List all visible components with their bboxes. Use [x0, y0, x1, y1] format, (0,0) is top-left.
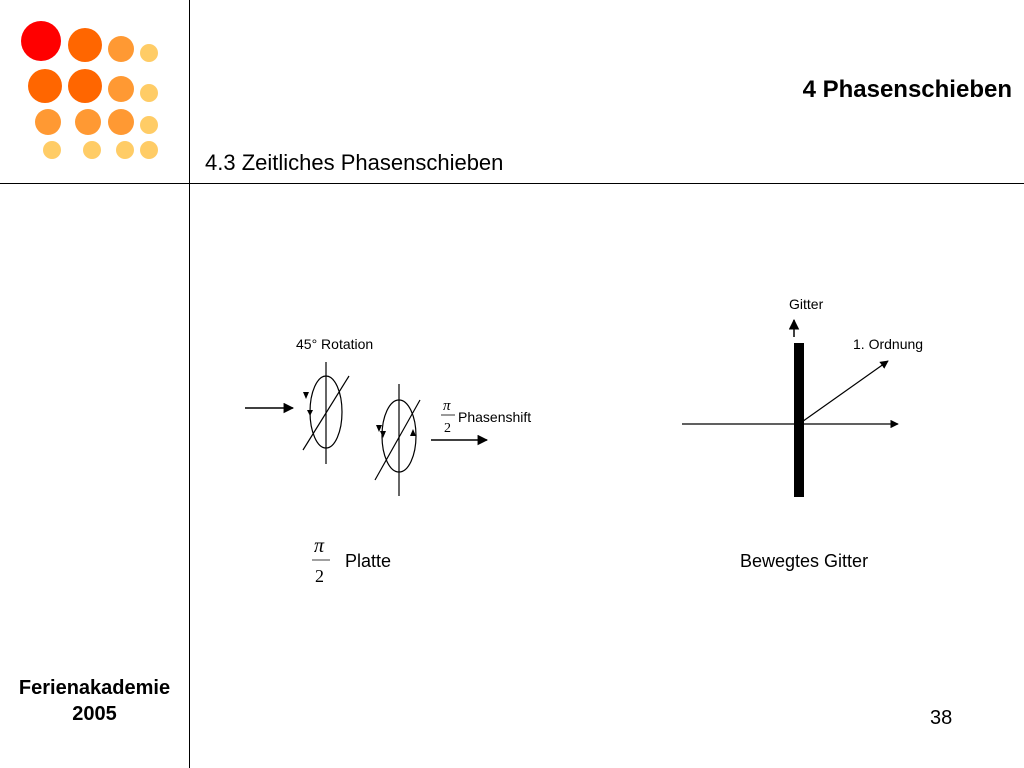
- grating-label: Gitter: [789, 296, 824, 312]
- first-order-label: 1. Ordnung: [853, 336, 924, 352]
- rotation-label: 45° Rotation: [296, 336, 374, 352]
- input-polarization: [303, 362, 349, 464]
- grating-bar: [794, 343, 804, 497]
- phaseshift-label: Phasenshift: [458, 409, 532, 425]
- first-order-beam-arrow: [799, 361, 888, 424]
- plate-caption: Platte: [345, 551, 392, 571]
- grating-caption: Bewegtes Gitter: [740, 551, 869, 571]
- rotation-arrowhead-icon: [376, 425, 382, 432]
- page-number: 38: [930, 707, 953, 729]
- slide-subtitle: 4.3 Zeitliches Phasenschieben: [205, 150, 504, 175]
- plate-caption-fraction: [312, 535, 330, 586]
- rotation-arrowhead-icon: [380, 431, 386, 438]
- moving-grating-diagram: [682, 296, 923, 571]
- phaseshift-fraction: [441, 398, 455, 436]
- caption-denominator: 2: [315, 566, 324, 586]
- rotation-arrowhead-icon: [303, 392, 309, 399]
- footer-org-name: Ferienakademie: [18, 677, 171, 699]
- half-wave-plate-diagram: [245, 336, 531, 586]
- rotation-arrowhead-icon: [410, 429, 416, 436]
- rotation-arrowhead-icon: [307, 410, 313, 416]
- output-polarization: [375, 384, 420, 496]
- footer-org-year: 2005: [72, 703, 117, 725]
- slide-title: 4 Phasenschieben: [802, 76, 1012, 103]
- fraction-denominator: 2: [444, 421, 451, 436]
- caption-numerator: π: [314, 535, 325, 557]
- fraction-numerator: π: [443, 398, 451, 414]
